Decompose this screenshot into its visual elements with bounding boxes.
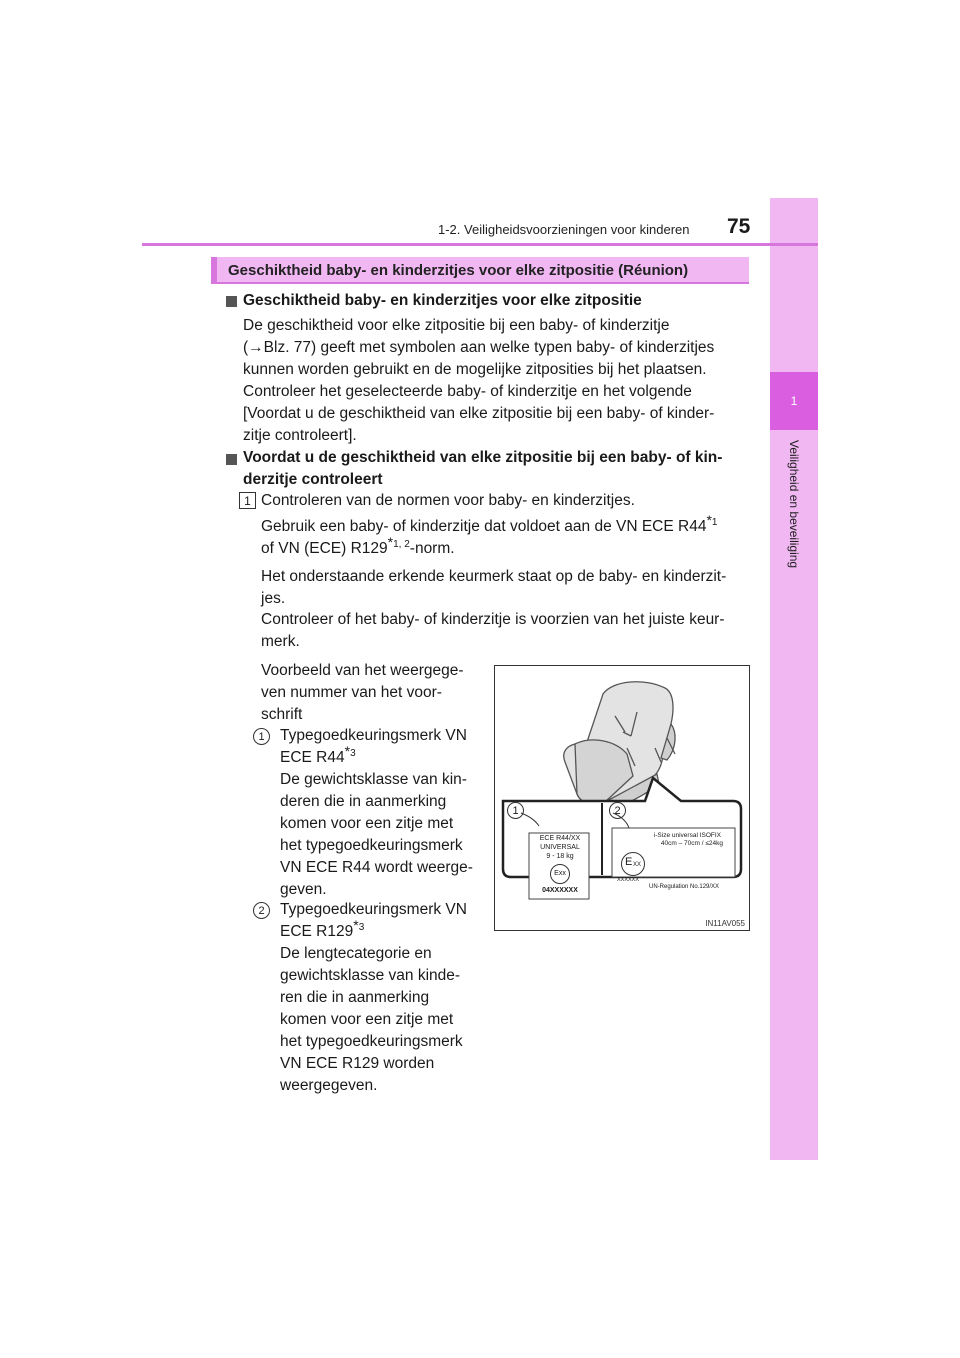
section-title: Geschiktheid baby- en kinderzitjes voor elke zitpositie (Réunion)	[228, 262, 689, 279]
e-mark-icon: E XX	[621, 852, 645, 876]
figure-callout-2: 2	[609, 802, 626, 819]
item1-text: Typegoedkeuringsmerk VN ECE R44$^{*3}$ De gewichtsklasse van kin- deren die in aanmerking komen voor een zitje met het typegoedkeuringsmerk VN ECE R44 wordt weerge- geven.	[280, 727, 473, 898]
step1-standard-text: Gebruik een baby- of kinderzitje dat voldoet aan de VN ECE R44$^{*1}$ of VN (ECE) R129$^{*1, 2}$-norm.	[261, 511, 718, 557]
block1-body: De geschiktheid voor elke zitpositie bij een baby- of kinderzitje (→Blz. 77) geeft met symbolen aan welke typen baby- of kinderzitjes kunnen worden gebruikt en de mogelijke zitposities bij het plaatsen. Controleer het geselecteerde baby- of kinderzitje en het volgende [Voordat u de geschiktheid van elke zitpositie bij een baby- of kinder- zitje controleert].	[243, 317, 715, 444]
item-number-circle: 2	[253, 902, 270, 919]
running-header: 1-2. Veiligheidsvoorzieningen voor kinderen	[438, 222, 690, 237]
child-seat-figure	[494, 665, 750, 931]
step-number-box: 1	[239, 492, 256, 509]
chapter-side-label: Veiligheid en beveiliging	[787, 440, 801, 569]
chapter-number-tab: 1	[770, 372, 818, 430]
header-rule	[142, 243, 818, 246]
block2-heading: Voordat u de geschiktheid van elke zitpositie bij een baby- of kin- derzitje controleert	[243, 449, 723, 488]
item2-text: Typegoedkeuringsmerk VN ECE R129$^{*3}$ De lengtecategorie en gewichtsklasse van kinde- ren die in aanmerking komen voor een zitje met het typegoedkeuringsmerk VN ECE R129 worden weergegeven.	[280, 901, 467, 1094]
item-number-circle: 1	[253, 728, 270, 745]
figure-code: IN11AV055	[705, 919, 745, 928]
heading-bullet-icon	[226, 454, 237, 465]
step1-title: Controleren van de normen voor baby- en kinderzitjes.	[261, 492, 635, 509]
example-caption: Voorbeeld van het weergege- ven nummer van het voor- schrift	[261, 662, 464, 723]
block1-heading: Geschiktheid baby- en kinderzitjes voor elke zitpositie	[243, 292, 642, 309]
r44-label: ECE R44/XX UNIVERSAL 9 - 18 kg Exx 04XXXXXX	[539, 835, 581, 894]
step1-mark-text: Het onderstaande erkende keurmerk staat op de baby- en kinderzit- jes.	[261, 568, 727, 607]
heading-bullet-icon	[226, 296, 237, 307]
e-mark-icon: Exx	[550, 864, 570, 884]
step1-check-text: Controleer of het baby- of kinderzitje is voorzien van het juiste keur- merk.	[261, 611, 725, 650]
chapter-side-tab	[770, 198, 818, 1160]
r129-label: i-Size universal ISOFIX 40cm – 70cm / ≤24kg E XX XXXXXX UN-Regulation No.129/XX	[617, 832, 723, 890]
figure-callout-1: 1	[507, 802, 524, 819]
page-number: 75	[727, 215, 751, 238]
